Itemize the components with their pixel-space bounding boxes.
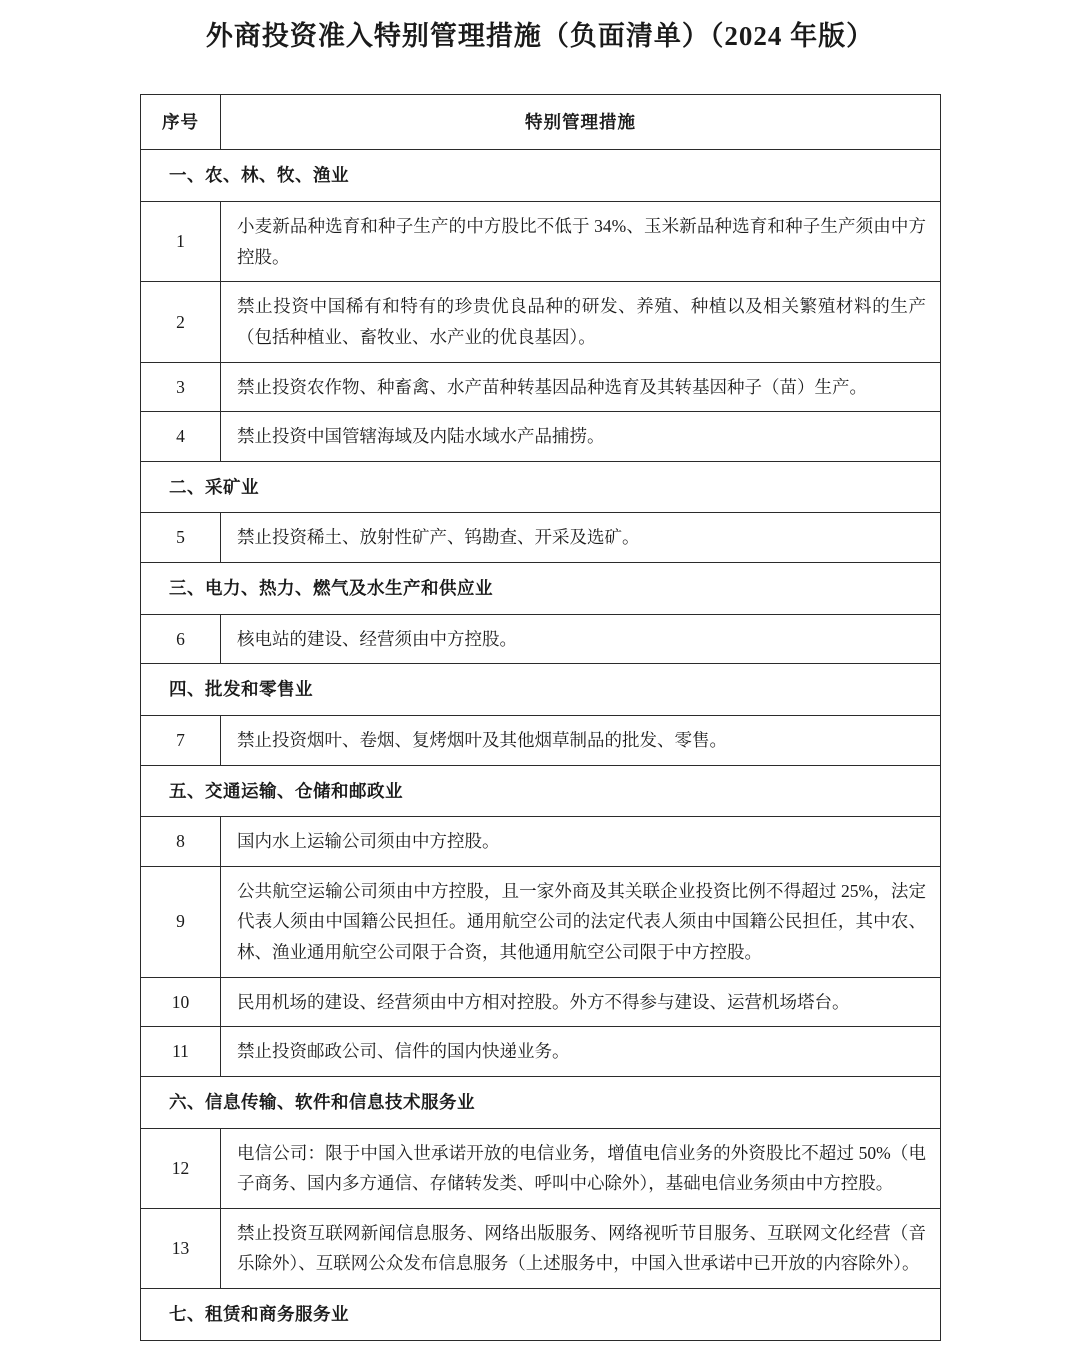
row-measure-text: 国内水上运输公司须由中方控股。 (221, 817, 941, 867)
row-number: 5 (141, 513, 221, 563)
row-measure-text: 禁止投资邮政公司、信件的国内快递业务。 (221, 1027, 941, 1077)
row-number: 8 (141, 817, 221, 867)
row-measure-text: 禁止投资烟叶、卷烟、复烤烟叶及其他烟草制品的批发、零售。 (221, 715, 941, 765)
row-number: 2 (141, 282, 221, 362)
table-body (141, 94, 941, 1340)
row-number: 9 (141, 866, 221, 977)
bottom-spacer (0, 1341, 1080, 1367)
row-number: 10 (141, 977, 221, 1027)
row-number: 11 (141, 1027, 221, 1077)
section-row (141, 1076, 941, 1128)
section-label: 一、农、林、牧、渔业 (141, 150, 941, 202)
negative-list-table (140, 94, 941, 1341)
row-measure-text: 禁止投资稀土、放射性矿产、钨勘查、开采及选矿。 (221, 513, 941, 563)
table-row (141, 362, 941, 412)
table-row (141, 866, 941, 977)
table-row (141, 614, 941, 664)
table-row (141, 1128, 941, 1208)
page-title: 外商投资准入特别管理措施（负面清单）（2024 年版） (205, 21, 875, 51)
table-row (141, 1208, 941, 1288)
row-measure-text: 核电站的建设、经营须由中方控股。 (221, 614, 941, 664)
column-header-measure: 特别管理措施 (221, 94, 941, 150)
row-number: 1 (141, 202, 221, 282)
section-label: 二、采矿业 (141, 461, 941, 513)
section-label: 四、批发和零售业 (141, 664, 941, 716)
table-row (141, 202, 941, 282)
table-row (141, 513, 941, 563)
row-number: 3 (141, 362, 221, 412)
table-header-row (141, 94, 941, 150)
row-measure-text: 小麦新品种选育和种子生产的中方股比不低于 34%、玉米新品种选育和种子生产须由中方控股。 (221, 202, 941, 282)
section-label: 五、交通运输、仓储和邮政业 (141, 765, 941, 817)
row-number: 12 (141, 1128, 221, 1208)
row-number: 13 (141, 1208, 221, 1288)
table-row (141, 1027, 941, 1077)
section-label: 六、信息传输、软件和信息技术服务业 (141, 1076, 941, 1128)
row-measure-text: 禁止投资中国稀有和特有的珍贵优良品种的研发、养殖、种植以及相关繁殖材料的生产（包括种植业、畜牧业、水产业的优良基因）。 (221, 282, 941, 362)
row-measure-text: 禁止投资互联网新闻信息服务、网络出版服务、网络视听节目服务、互联网文化经营（音乐除外）、互联网公众发布信息服务（上述服务中，中国入世承诺中已开放的内容除外）。 (221, 1208, 941, 1288)
document-page (0, 18, 1080, 1367)
section-row (141, 1289, 941, 1341)
row-number: 6 (141, 614, 221, 664)
row-measure-text: 电信公司：限于中国入世承诺开放的电信业务，增值电信业务的外资股比不超过 50%（电子商务、国内多方通信、存储转发类、呼叫中心除外），基础电信业务须由中方控股。 (221, 1128, 941, 1208)
row-measure-text: 禁止投资农作物、种畜禽、水产苗种转基因品种选育及其转基因种子（苗）生产。 (221, 362, 941, 412)
row-measure-text: 禁止投资中国管辖海域及内陆水域水产品捕捞。 (221, 412, 941, 462)
section-label: 七、租赁和商务服务业 (141, 1289, 941, 1341)
table-row (141, 977, 941, 1027)
section-label: 三、电力、热力、燃气及水生产和供应业 (141, 563, 941, 615)
column-header-number: 序号 (141, 94, 221, 150)
negative-list-table-wrapper (140, 94, 940, 1341)
table-row (141, 282, 941, 362)
table-row (141, 817, 941, 867)
section-row (141, 765, 941, 817)
section-row (141, 664, 941, 716)
row-measure-text: 公共航空运输公司须由中方控股，且一家外商及其关联企业投资比例不得超过 25%，法定代表人须由中国籍公民担任。通用航空公司的法定代表人须由中国籍公民担任，其中农、林、渔业通用航空公司限于合资，其他通用航空公司限于中方控股。 (221, 866, 941, 977)
row-number: 4 (141, 412, 221, 462)
table-row (141, 412, 941, 462)
row-measure-text: 民用机场的建设、经营须由中方相对控股。外方不得参与建设、运营机场塔台。 (221, 977, 941, 1027)
section-row (141, 563, 941, 615)
table-row (141, 715, 941, 765)
row-number: 7 (141, 715, 221, 765)
section-row (141, 461, 941, 513)
section-row (141, 150, 941, 202)
